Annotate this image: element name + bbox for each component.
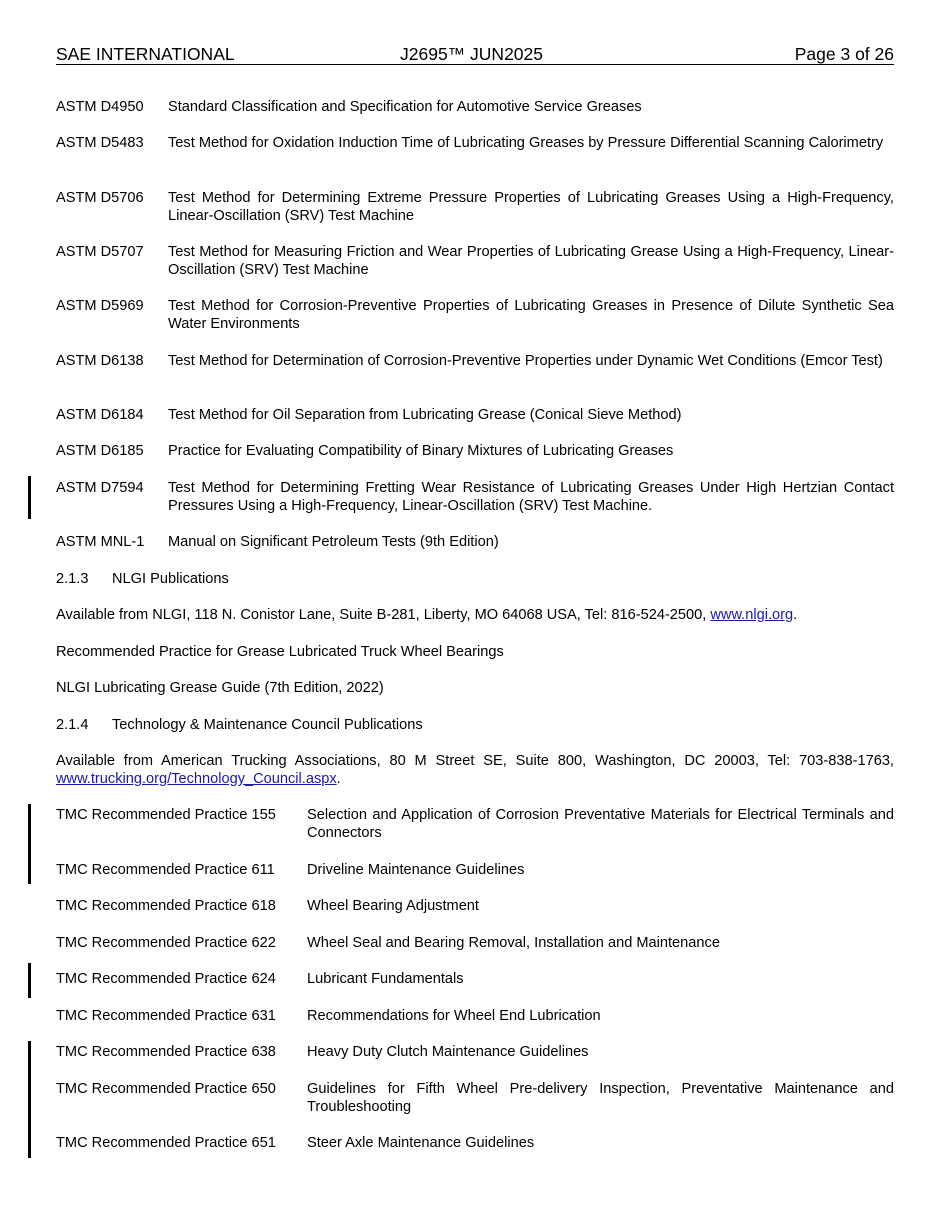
reference-title: Guidelines for Fifth Wheel Pre-delivery Inspection, Preventative Maintenance and Troubleshooting [307,1081,894,1115]
reference-title: Practice for Evaluating Compatibility of Binary Mixtures of Lubricating Greases [168,443,674,459]
reference-code: TMC Recommended Practice 611 [56,862,275,878]
reference-title: Test Method for Oil Separation from Lubricating Grease (Conical Sieve Method) [168,407,682,423]
availability-text: Available from NLGI, 118 N. Conistor Lane, Suite B-281, Liberty, MO 64068 USA, Tel: 816-524-2500, [56,607,711,623]
reference-code: ASTM D5969 [56,298,144,314]
reference-code: ASTM D6184 [56,407,144,423]
reference-entry [56,442,894,460]
reference-entry [56,897,894,915]
revision-bar [28,1041,31,1158]
reference-title: Test Method for Determining Fretting Wear Resistance of Lubricating Greases Under High Hertzian Contact Pressures Using a High-Frequency, Linear-Oscillation (SRV) Test Machine. [168,480,894,514]
reference-entry [56,861,894,879]
reference-entry [56,934,894,952]
header-organization: SAE INTERNATIONAL [56,44,235,64]
reference-entry [56,1134,894,1152]
reference-entry [56,970,894,988]
revision-bar [28,963,31,998]
nlgi-publication: Recommended Practice for Grease Lubricated Truck Wheel Bearings [56,644,504,660]
reference-entry [56,297,894,333]
reference-code: TMC Recommended Practice 638 [56,1044,276,1060]
reference-title: Test Method for Determining Extreme Pressure Properties of Lubricating Greases Using a High-Frequency, Linear-Oscillation (SRV) Test Machine [168,190,894,224]
section-number: 2.1.4 [56,717,89,733]
revision-bar [28,804,31,884]
reference-code: TMC Recommended Practice 618 [56,898,276,914]
revision-bar [28,476,31,519]
reference-entry [56,134,894,152]
nlgi-publication: NLGI Lubricating Grease Guide (7th Edition, 2022) [56,680,384,696]
section-heading-tmc [56,716,894,734]
nlgi-availability [56,606,894,624]
availability-text: Available from American Trucking Associations, 80 M Street SE, Suite 800, Washington, DC 20003, Tel: 703-838-1763, [56,753,894,769]
reference-code: TMC Recommended Practice 650 [56,1081,276,1097]
reference-entry [56,1007,894,1025]
reference-entry [56,189,894,225]
section-number: 2.1.3 [56,571,89,587]
reference-title: Test Method for Oxidation Induction Time of Lubricating Greases by Pressure Differential Scanning Calorimetry [168,135,884,151]
reference-code: TMC Recommended Practice 631 [56,1008,276,1024]
availability-period: . [793,607,798,623]
nlgi-website-link[interactable]: www.nlgi.org [710,607,794,623]
reference-title: Steer Axle Maintenance Guidelines [307,1135,535,1151]
reference-code: ASTM D7594 [56,480,144,496]
reference-entry [56,243,894,279]
tmc-website-link[interactable]: www.trucking.org/Technology_Council.aspx [56,771,337,787]
reference-title: Standard Classification and Specification for Automotive Service Greases [168,99,642,115]
header-page-number: Page 3 of 26 [794,44,894,64]
reference-code: ASTM MNL-1 [56,534,145,550]
reference-code: TMC Recommended Practice 622 [56,935,276,951]
reference-entry [56,806,894,842]
reference-code: ASTM D6138 [56,353,144,369]
header-document-id: J2695™ JUN2025 [400,44,543,64]
reference-title: Wheel Bearing Adjustment [307,898,479,914]
reference-entry [56,1080,894,1116]
reference-entry [56,479,894,515]
reference-entry [56,352,894,370]
reference-code: TMC Recommended Practice 624 [56,971,276,987]
reference-title: Test Method for Determination of Corrosion-Preventive Properties under Dynamic Wet Conditions (Emcor Test) [168,353,883,369]
reference-entry [56,533,894,551]
availability-period: . [336,771,341,787]
tmc-availability [56,752,894,788]
reference-title: Wheel Seal and Bearing Removal, Installation and Maintenance [307,935,720,951]
reference-code: TMC Recommended Practice 651 [56,1135,276,1151]
reference-title: Test Method for Measuring Friction and Wear Properties of Lubricating Grease Using a High-Frequency, Linear-Oscillation (SRV) Test Machine [168,244,894,278]
section-title: Technology & Maintenance Council Publications [112,717,423,733]
section-heading-nlgi [56,570,894,588]
reference-title: Lubricant Fundamentals [307,971,464,987]
reference-code: TMC Recommended Practice 155 [56,807,276,823]
reference-title: Test Method for Corrosion-Preventive Properties of Lubricating Greases in Presence of Dilute Synthetic Sea Water Environments [168,298,894,332]
reference-code: ASTM D5707 [56,244,144,260]
reference-title: Selection and Application of Corrosion Preventative Materials for Electrical Terminals and Connectors [307,807,894,841]
reference-entry [56,98,894,116]
section-title: NLGI Publications [112,571,229,587]
reference-code: ASTM D6185 [56,443,144,459]
reference-title: Manual on Significant Petroleum Tests (9th Edition) [168,534,499,550]
reference-entry [56,1043,894,1061]
reference-code: ASTM D4950 [56,99,144,115]
reference-entry [56,406,894,424]
reference-code: ASTM D5706 [56,190,144,206]
reference-title: Heavy Duty Clutch Maintenance Guidelines [307,1044,589,1060]
reference-code: ASTM D5483 [56,135,144,151]
reference-title: Recommendations for Wheel End Lubrication [307,1008,601,1024]
reference-title: Driveline Maintenance Guidelines [307,862,525,878]
page-header [56,44,894,65]
